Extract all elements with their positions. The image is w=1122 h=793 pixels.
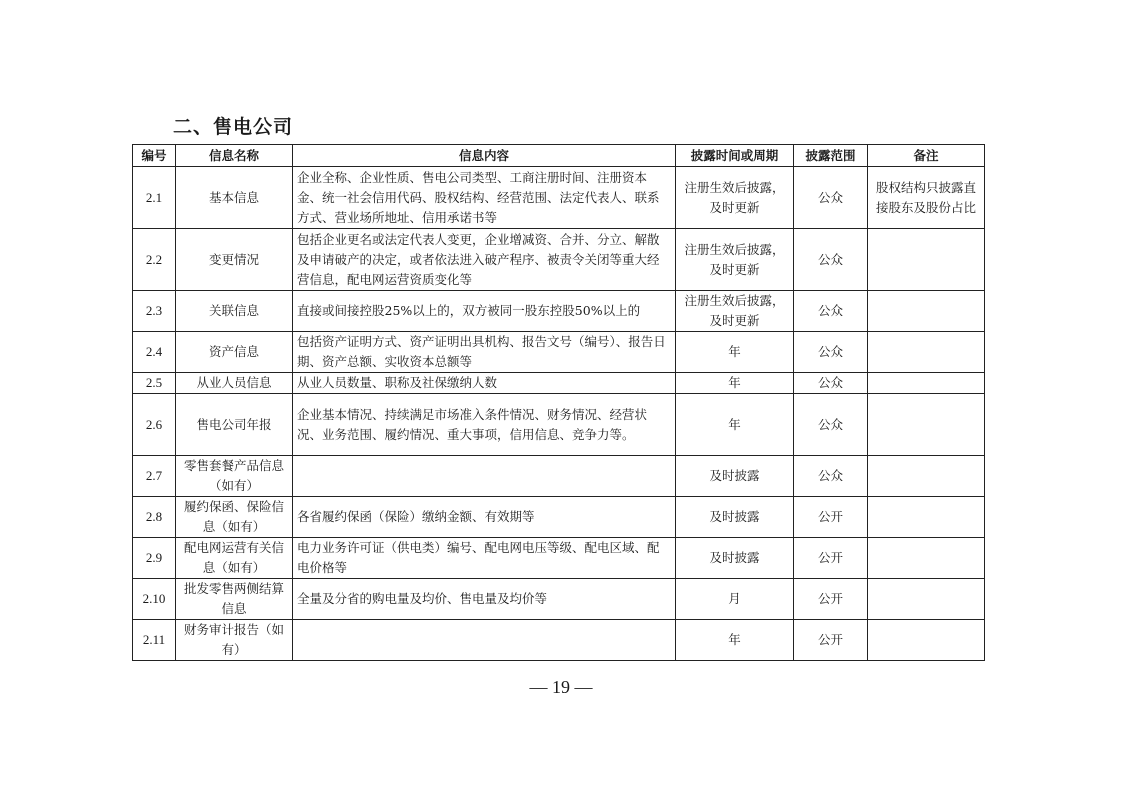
header-note: 备注	[868, 145, 985, 167]
header-period: 披露时间或周期	[676, 145, 794, 167]
row-number: 2.10	[133, 579, 176, 620]
row-scope: 公开	[794, 620, 868, 661]
row-info-name: 财务审计报告（如有）	[176, 620, 293, 661]
row-note	[868, 456, 985, 497]
disclosure-table	[132, 144, 985, 661]
row-number: 2.5	[133, 373, 176, 394]
row-info-name: 关联信息	[176, 291, 293, 332]
row-note	[868, 373, 985, 394]
row-scope: 公开	[794, 538, 868, 579]
row-info-name: 批发零售两侧结算信息	[176, 579, 293, 620]
table-row	[133, 394, 985, 456]
row-period: 年	[676, 332, 794, 373]
row-info-content	[293, 620, 676, 661]
row-note: 股权结构只披露直接股东及股份占比	[868, 167, 985, 229]
row-info-name: 零售套餐产品信息（如有）	[176, 456, 293, 497]
row-number: 2.9	[133, 538, 176, 579]
row-info-content: 包括企业更名或法定代表人变更，企业增减资、合并、分立、解散及申请破产的决定，或者依法进入破产程序、被责令关闭等重大经营信息，配电网运营资质变化等	[293, 229, 676, 291]
page-number: — 19 —	[529, 677, 593, 697]
row-note	[868, 332, 985, 373]
row-scope: 公众	[794, 291, 868, 332]
row-scope: 公众	[794, 167, 868, 229]
header-name: 信息名称	[176, 145, 293, 167]
row-period: 及时披露	[676, 497, 794, 538]
row-period: 注册生效后披露，及时更新	[676, 291, 794, 332]
row-scope: 公开	[794, 497, 868, 538]
row-info-content: 全量及分省的购电量及均价、售电量及均价等	[293, 579, 676, 620]
row-info-content: 直接或间接控股25%以上的，双方被同一股东控股50%以上的	[293, 291, 676, 332]
row-period: 及时披露	[676, 456, 794, 497]
row-scope: 公众	[794, 332, 868, 373]
row-scope: 公众	[794, 229, 868, 291]
table-row	[133, 456, 985, 497]
header-no: 编号	[133, 145, 176, 167]
row-note	[868, 620, 985, 661]
row-info-content	[293, 456, 676, 497]
header-scope: 披露范围	[794, 145, 868, 167]
row-info-name: 变更情况	[176, 229, 293, 291]
row-info-name: 基本信息	[176, 167, 293, 229]
row-period: 注册生效后披露，及时更新	[676, 167, 794, 229]
table-row	[133, 497, 985, 538]
row-info-content: 电力业务许可证（供电类）编号、配电网电压等级、配电区域、配电价格等	[293, 538, 676, 579]
row-info-content: 各省履约保函（保险）缴纳金额、有效期等	[293, 497, 676, 538]
row-scope: 公开	[794, 579, 868, 620]
row-note	[868, 394, 985, 456]
row-number: 2.2	[133, 229, 176, 291]
row-period: 年	[676, 620, 794, 661]
table-row	[133, 538, 985, 579]
row-period: 年	[676, 394, 794, 456]
row-number: 2.3	[133, 291, 176, 332]
table-row	[133, 332, 985, 373]
row-scope: 公众	[794, 373, 868, 394]
row-note	[868, 291, 985, 332]
row-period: 月	[676, 579, 794, 620]
row-info-name: 售电公司年报	[176, 394, 293, 456]
row-info-content: 从业人员数量、职称及社保缴纳人数	[293, 373, 676, 394]
row-note	[868, 538, 985, 579]
row-info-name: 履约保函、保险信息（如有）	[176, 497, 293, 538]
section-title: 二、售电公司	[173, 116, 294, 138]
header-content: 信息内容	[293, 145, 676, 167]
row-scope: 公众	[794, 394, 868, 456]
row-info-content: 包括资产证明方式、资产证明出具机构、报告文号（编号）、报告日期、资产总额、实收资本总额等	[293, 332, 676, 373]
row-info-name: 资产信息	[176, 332, 293, 373]
row-scope: 公众	[794, 456, 868, 497]
row-period: 及时披露	[676, 538, 794, 579]
table-row	[133, 167, 985, 229]
row-info-name: 配电网运营有关信息（如有）	[176, 538, 293, 579]
row-number: 2.4	[133, 332, 176, 373]
row-note	[868, 579, 985, 620]
row-number: 2.1	[133, 167, 176, 229]
table-row	[133, 373, 985, 394]
table-row	[133, 620, 985, 661]
row-number: 2.8	[133, 497, 176, 538]
row-info-content: 企业基本情况、持续满足市场准入条件情况、财务情况、经营状况、业务范围、履约情况、重大事项，信用信息、竞争力等。	[293, 394, 676, 456]
row-note	[868, 497, 985, 538]
row-note	[868, 229, 985, 291]
row-number: 2.6	[133, 394, 176, 456]
row-number: 2.7	[133, 456, 176, 497]
row-info-name: 从业人员信息	[176, 373, 293, 394]
row-period: 年	[676, 373, 794, 394]
table-row	[133, 229, 985, 291]
table-row	[133, 579, 985, 620]
row-info-content: 企业全称、企业性质、售电公司类型、工商注册时间、注册资本金、统一社会信用代码、股权结构、经营范围、法定代表人、联系方式、营业场所地址、信用承诺书等	[293, 167, 676, 229]
row-number: 2.11	[133, 620, 176, 661]
table-row	[133, 291, 985, 332]
row-period: 注册生效后披露，及时更新	[676, 229, 794, 291]
header-row	[133, 145, 985, 167]
